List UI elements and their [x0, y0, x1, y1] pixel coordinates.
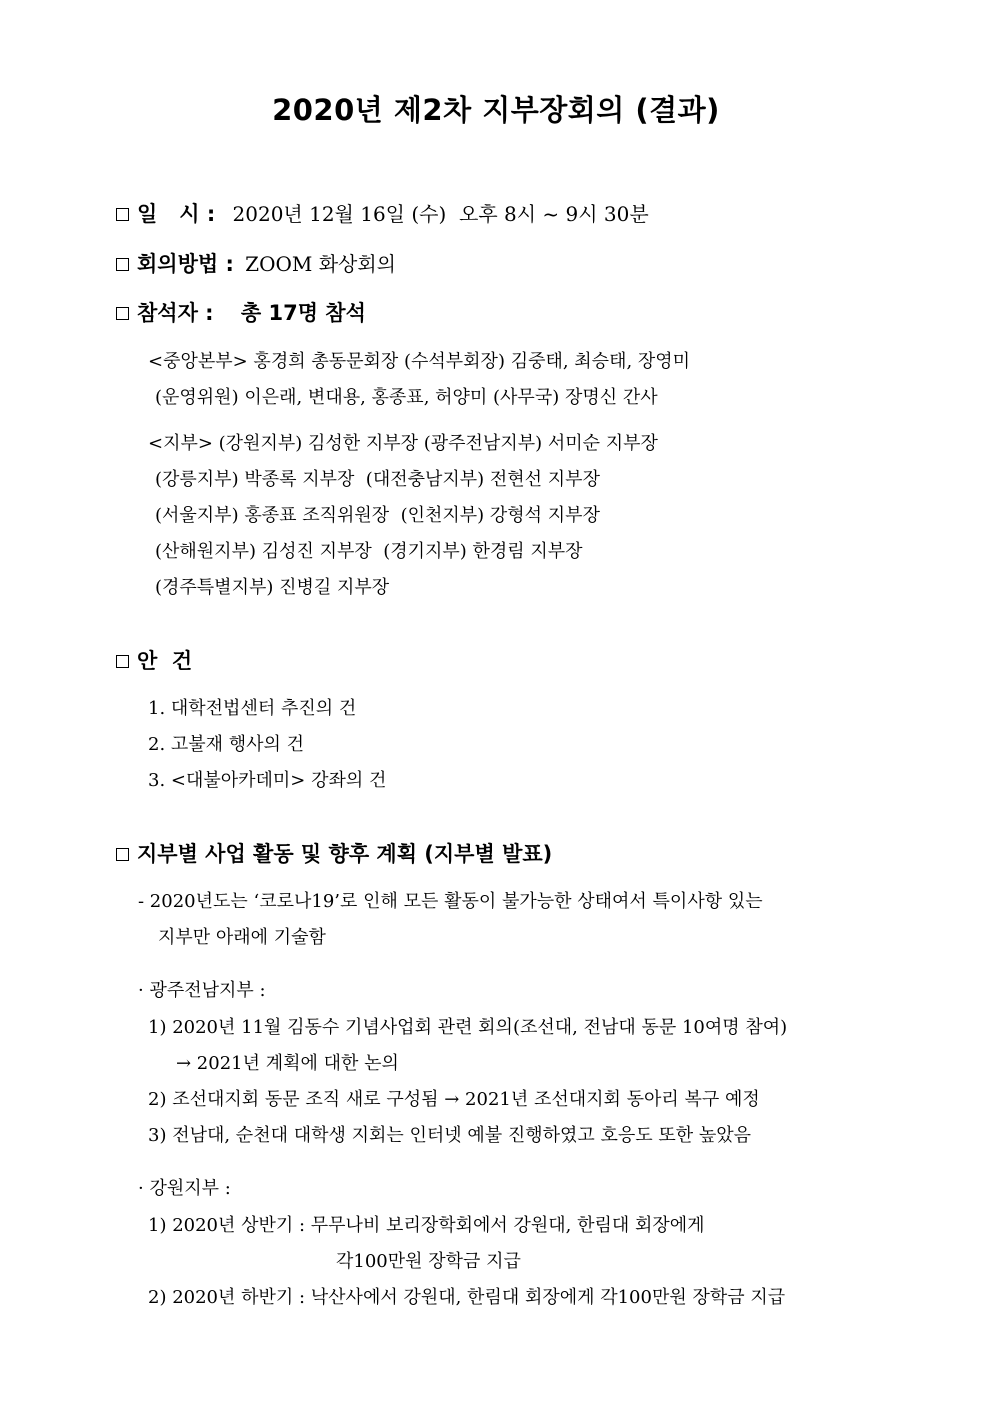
attendees-row — [116, 297, 366, 327]
datetime-label: 일 시 : — [137, 202, 216, 226]
gangwon-item: 각100만원 장학금 지급 — [336, 1251, 521, 1272]
gwangju-label: · 광주전남지부 : — [138, 980, 266, 1001]
agenda-item: 2. 고불재 행사의 건 — [148, 734, 305, 755]
checkbox-square-icon — [116, 848, 129, 861]
gwangju-item: 2) 조선대지회 동문 조직 새로 구성됨 → 2021년 조선대지회 동아리 복구 예정 — [148, 1089, 760, 1110]
gwangju-item: 1) 2020년 11월 김동수 기념사업회 관련 회의(조선대, 전남대 동문 10여명 참여) — [148, 1017, 788, 1038]
checkbox-square-icon — [116, 208, 129, 221]
attendees-line: (강릉지부) 박종록 지부장 (대전충남지부) 전현선 지부장 — [155, 469, 600, 490]
attendees-value: 총 17명 참석 — [240, 301, 366, 325]
attendees-line: (산해원지부) 김성진 지부장 (경기지부) 한경림 지부장 — [155, 541, 583, 562]
gwangju-item: → 2021년 계획에 대한 논의 — [176, 1053, 399, 1074]
method-label: 회의방법 : — [137, 252, 234, 276]
gangwon-label: · 강원지부 : — [138, 1178, 231, 1199]
attendees-line: (운영위원) 이은래, 변대용, 홍종표, 허양미 (사무국) 장명신 간사 — [155, 387, 658, 408]
activities-row — [116, 838, 552, 868]
attendees-line: <지부> (강원지부) 김성한 지부장 (광주전남지부) 서미순 지부장 — [148, 433, 658, 454]
gwangju-item: 3) 전남대, 순천대 대학생 지회는 인터넷 예불 진행하였고 호응도 또한 높았음 — [148, 1125, 752, 1146]
method-row — [116, 248, 396, 278]
attendees-line: <중앙본부> 홍경희 총동문회장 (수석부회장) 김중태, 최승태, 장영미 — [148, 351, 691, 372]
attendees-line: (서울지부) 홍종표 조직위원장 (인천지부) 강형석 지부장 — [155, 505, 600, 526]
gangwon-item: 2) 2020년 하반기 : 낙산사에서 강원대, 한림대 회장에게 각100만원 장학금 지급 — [148, 1287, 786, 1308]
datetime-row — [116, 198, 649, 228]
agenda-label: 안 건 — [137, 649, 193, 673]
activities-note: - 2020년도는 ‘코로나19’로 인해 모든 활동이 불가능한 상태여서 특이사항 있는 — [138, 891, 763, 912]
checkbox-square-icon — [116, 655, 129, 668]
agenda-item: 3. <대불아카데미> 강좌의 건 — [148, 770, 387, 791]
agenda-row — [116, 645, 192, 675]
activities-label: 지부별 사업 활동 및 향후 계획 (지부별 발표) — [137, 842, 553, 866]
agenda-item: 1. 대학전법센터 추진의 건 — [148, 698, 357, 719]
activities-note: 지부만 아래에 기술함 — [158, 927, 326, 948]
gangwon-item: 1) 2020년 상반기 : 무무나비 보리장학회에서 강원대, 한림대 회장에게 — [148, 1215, 705, 1236]
method-value: ZOOM 화상회의 — [245, 252, 396, 276]
attendees-line: (경주특별지부) 진병길 지부장 — [155, 577, 390, 598]
attendees-label: 참석자 : — [137, 301, 214, 325]
checkbox-square-icon — [116, 307, 129, 320]
document-title: 2020년 제2차 지부장회의 (결과) — [272, 93, 720, 127]
checkbox-square-icon — [116, 258, 129, 271]
datetime-value: 2020년 12월 16일 (수) 오후 8시 ~ 9시 30분 — [232, 202, 649, 226]
